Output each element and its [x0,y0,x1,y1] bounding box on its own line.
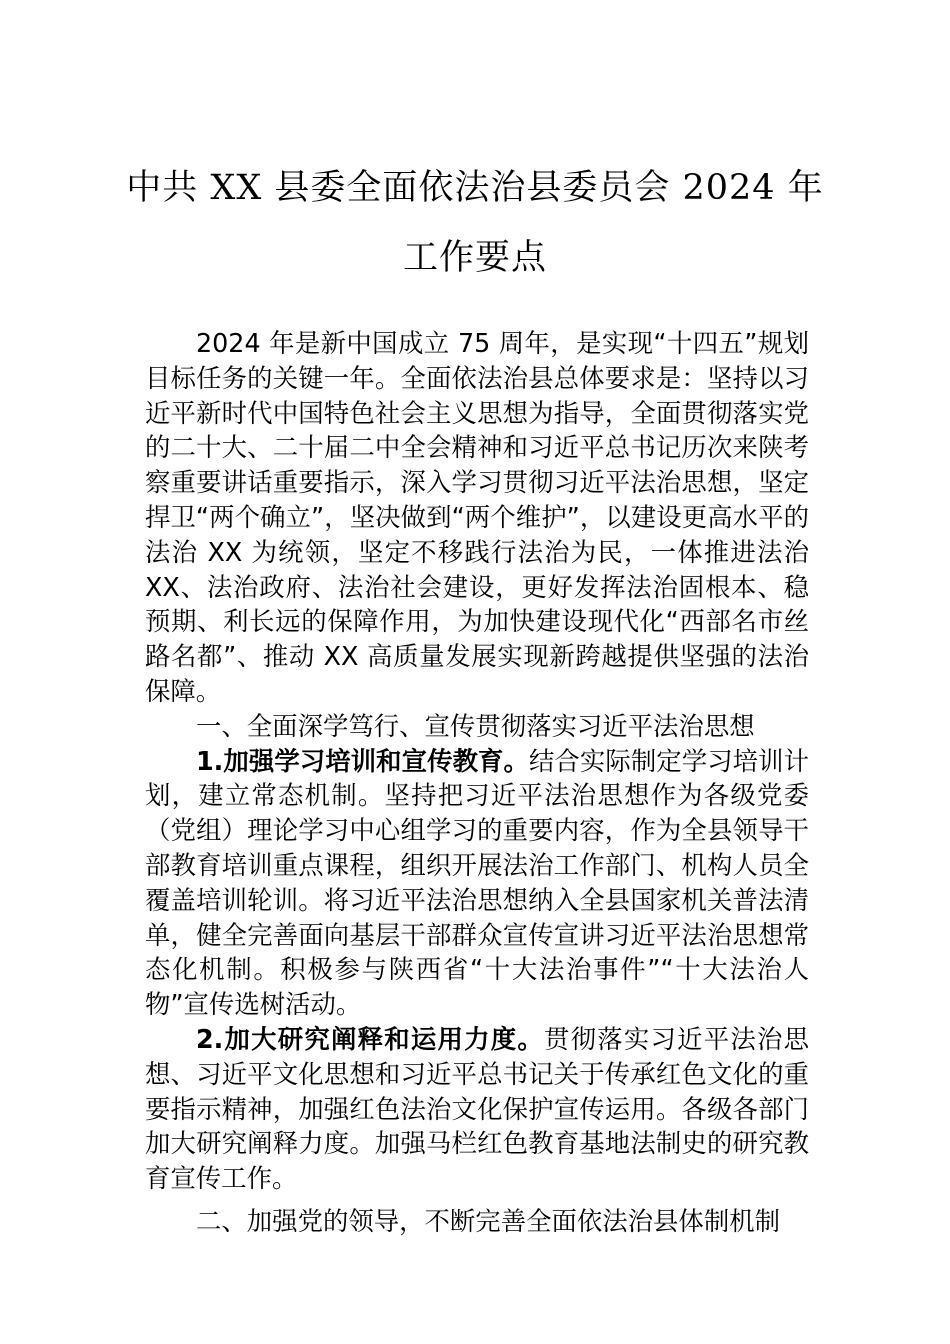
item-2-paragraph [145,1022,809,1196]
intro-paragraph: 2024 年是新中国成立 75 周年，是实现“十四五”规划目标任务的关键一年。全面依法治县总体要求是：坚持以习近平新时代中国特色社会主义思想为指导，全面贯彻落实党的二十大、二十届二中全会精神和习近平总书记历次来陕考察重要讲话重要指示，深入学习贯彻习近平法治思想，坚定捍卫“两个确立”，坚决做到“两个维护”，以建设更高水平的法治 XX 为统领，坚定不移践行法治为民，一体推进法治 XX、法治政府、法治社会建设，更好发挥法治固根本、稳预期、利长远的保障作用，为加快建设现代化“西部名市丝路名都”、推动 XX 高质量发展实现新跨越提供坚强的法治保障。 [145,328,809,706]
section-2-heading: 二、加强党的领导，不断完善全面依法治县体制机制 [196,1205,780,1236]
section-1-heading: 一、全面深学笃行、宣传贯彻落实习近平法治思想 [196,710,755,741]
item-1-title: 1.加强学习培训和宣传教育。 [196,745,529,776]
item-1-body: 结合实际制定学习培训计划，建立常态机制。坚持把习近平法治思想作为各级党委（党组）理论学习中心组学习的重要内容，作为全县领导干部教育培训重点课程，组织开展法治工作部门、机构人员全覆盖培训轮训。将习近平法治思想纳入全县国家机关普法清单，健全完善面向基层干部群众宣传宣讲习近平法治思想常态化机制。积极参与陕西省“十大法治事件”“十大法治人物”宣传选树活动。 [145,745,810,1020]
item-2-body: 贯彻落实习近平法治思想、习近平文化思想和习近平总书记关于传承红色文化的重要指示精神，加强红色法治文化保护宣传运用。各级各部门加大研究阐释力度。加强马栏红色教育基地法制史的研究教育宣传工作。 [145,1023,810,1194]
item-1-paragraph [145,744,809,1022]
document-title-line-1: 中共 XX 县委全面依法治县委员会 2024 年 [126,168,824,208]
document-title-line-2: 工作要点 [402,238,547,278]
document-body [145,326,809,1239]
item-2-title: 2.加大研究阐释和运用力度。 [196,1023,545,1054]
